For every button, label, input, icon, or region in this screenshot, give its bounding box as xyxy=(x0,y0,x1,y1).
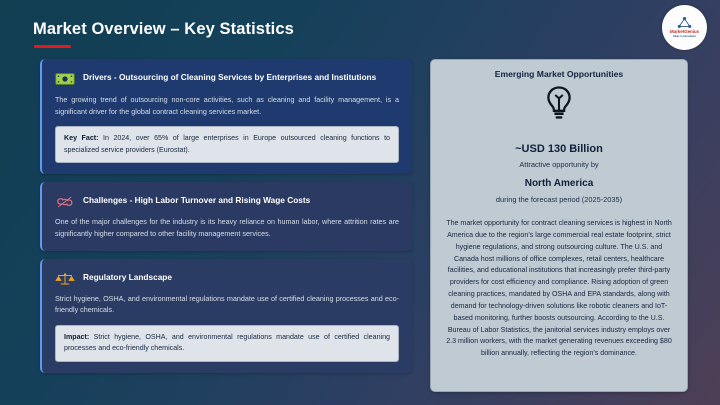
impact-label: Impact: xyxy=(64,332,90,341)
network-node-icon xyxy=(676,16,693,29)
card-challenges xyxy=(40,182,412,250)
logo-name: MarketGenius xyxy=(669,29,700,35)
panel-title: Emerging Market Opportunities xyxy=(494,69,624,79)
forecast-period: during the forecast period (2025-2035) xyxy=(495,195,623,204)
impact-callout xyxy=(55,325,399,362)
logo-tagline: Ideas to Innovation xyxy=(673,35,696,39)
card-title: Challenges - High Labor Turnover and Rising Wage Costs xyxy=(83,195,311,206)
card-body-text: One of the major challenges for the industry is its heavy reliance on human labor, where attrition rates are significantly higher compared to other facility management services. xyxy=(55,217,399,238)
title-underline-rule xyxy=(34,45,71,48)
card-body-text: The growing trend of outsourcing non-core activities, such as cleaning and facility management, is a significant driver for the global contract cleaning services market. xyxy=(55,95,399,116)
opportunity-region: North America xyxy=(524,178,594,189)
card-header xyxy=(55,70,399,88)
opportunity-amount: ~USD 130 Billion xyxy=(515,143,603,155)
card-header xyxy=(55,193,399,211)
brand-logo xyxy=(662,5,707,50)
card-title: Regulatory Landscape xyxy=(83,271,172,282)
page-title: Market Overview – Key Statistics xyxy=(33,20,294,38)
money-banknote-icon xyxy=(55,70,75,88)
panel-icon-wrap xyxy=(443,85,675,123)
statistics-card-list xyxy=(40,59,412,381)
card-body-text: Strict hygiene, OSHA, and environmental regulations mandate use of certified cleaning processes and eco-friendly chemicals. xyxy=(55,293,399,315)
card-title: Drivers - Outsourcing of Cleaning Services by Enterprises and Institutions xyxy=(83,72,377,82)
key-fact-text: In 2024, over 65% of large enterprises in Europe outsourced cleaning functions to specialized service providers (Eurostat). xyxy=(64,134,390,154)
balance-scale-icon xyxy=(55,270,75,288)
impact-text: Strict hygiene, OSHA, and environmental regulations mandate use of certified cleaning processes and eco-friendly chemicals. xyxy=(64,332,390,353)
key-fact-label: Key Fact: xyxy=(64,134,99,143)
card-drivers xyxy=(40,59,412,174)
lightbulb-icon xyxy=(544,85,574,123)
card-header xyxy=(55,270,399,288)
broken-chain-icon xyxy=(55,193,75,211)
emerging-opportunities-panel xyxy=(430,59,688,392)
opportunity-subtitle: Attractive opportunity by xyxy=(519,160,599,169)
card-regulatory xyxy=(40,259,412,373)
opportunity-description: The market opportunity for contract cleaning services is highest in North America due to the region’s large commercial real estate footprint, strict hygiene regulations, and strong outsourcing culture. The U.S. and Canada host millions of office complexes, retail centers, healthcare facilities, and educational institutions that increasingly prefer third-party providers for cost efficiency and compliance. Rising adoption of green cleaning practices, mandated by OSHA and EPA standards, along with demand for technology-driven solutions like robotic cleaners and IoT-based monitoring, further boosts outsourcing. According to the U.S. Bureau of Labor Statistics, the janitorial services industry employs over 2.3 million workers, with the market generating revenues exceeding $80 billion annually, reflecting the region’s dominance. xyxy=(446,219,672,358)
key-fact-callout xyxy=(55,126,399,163)
